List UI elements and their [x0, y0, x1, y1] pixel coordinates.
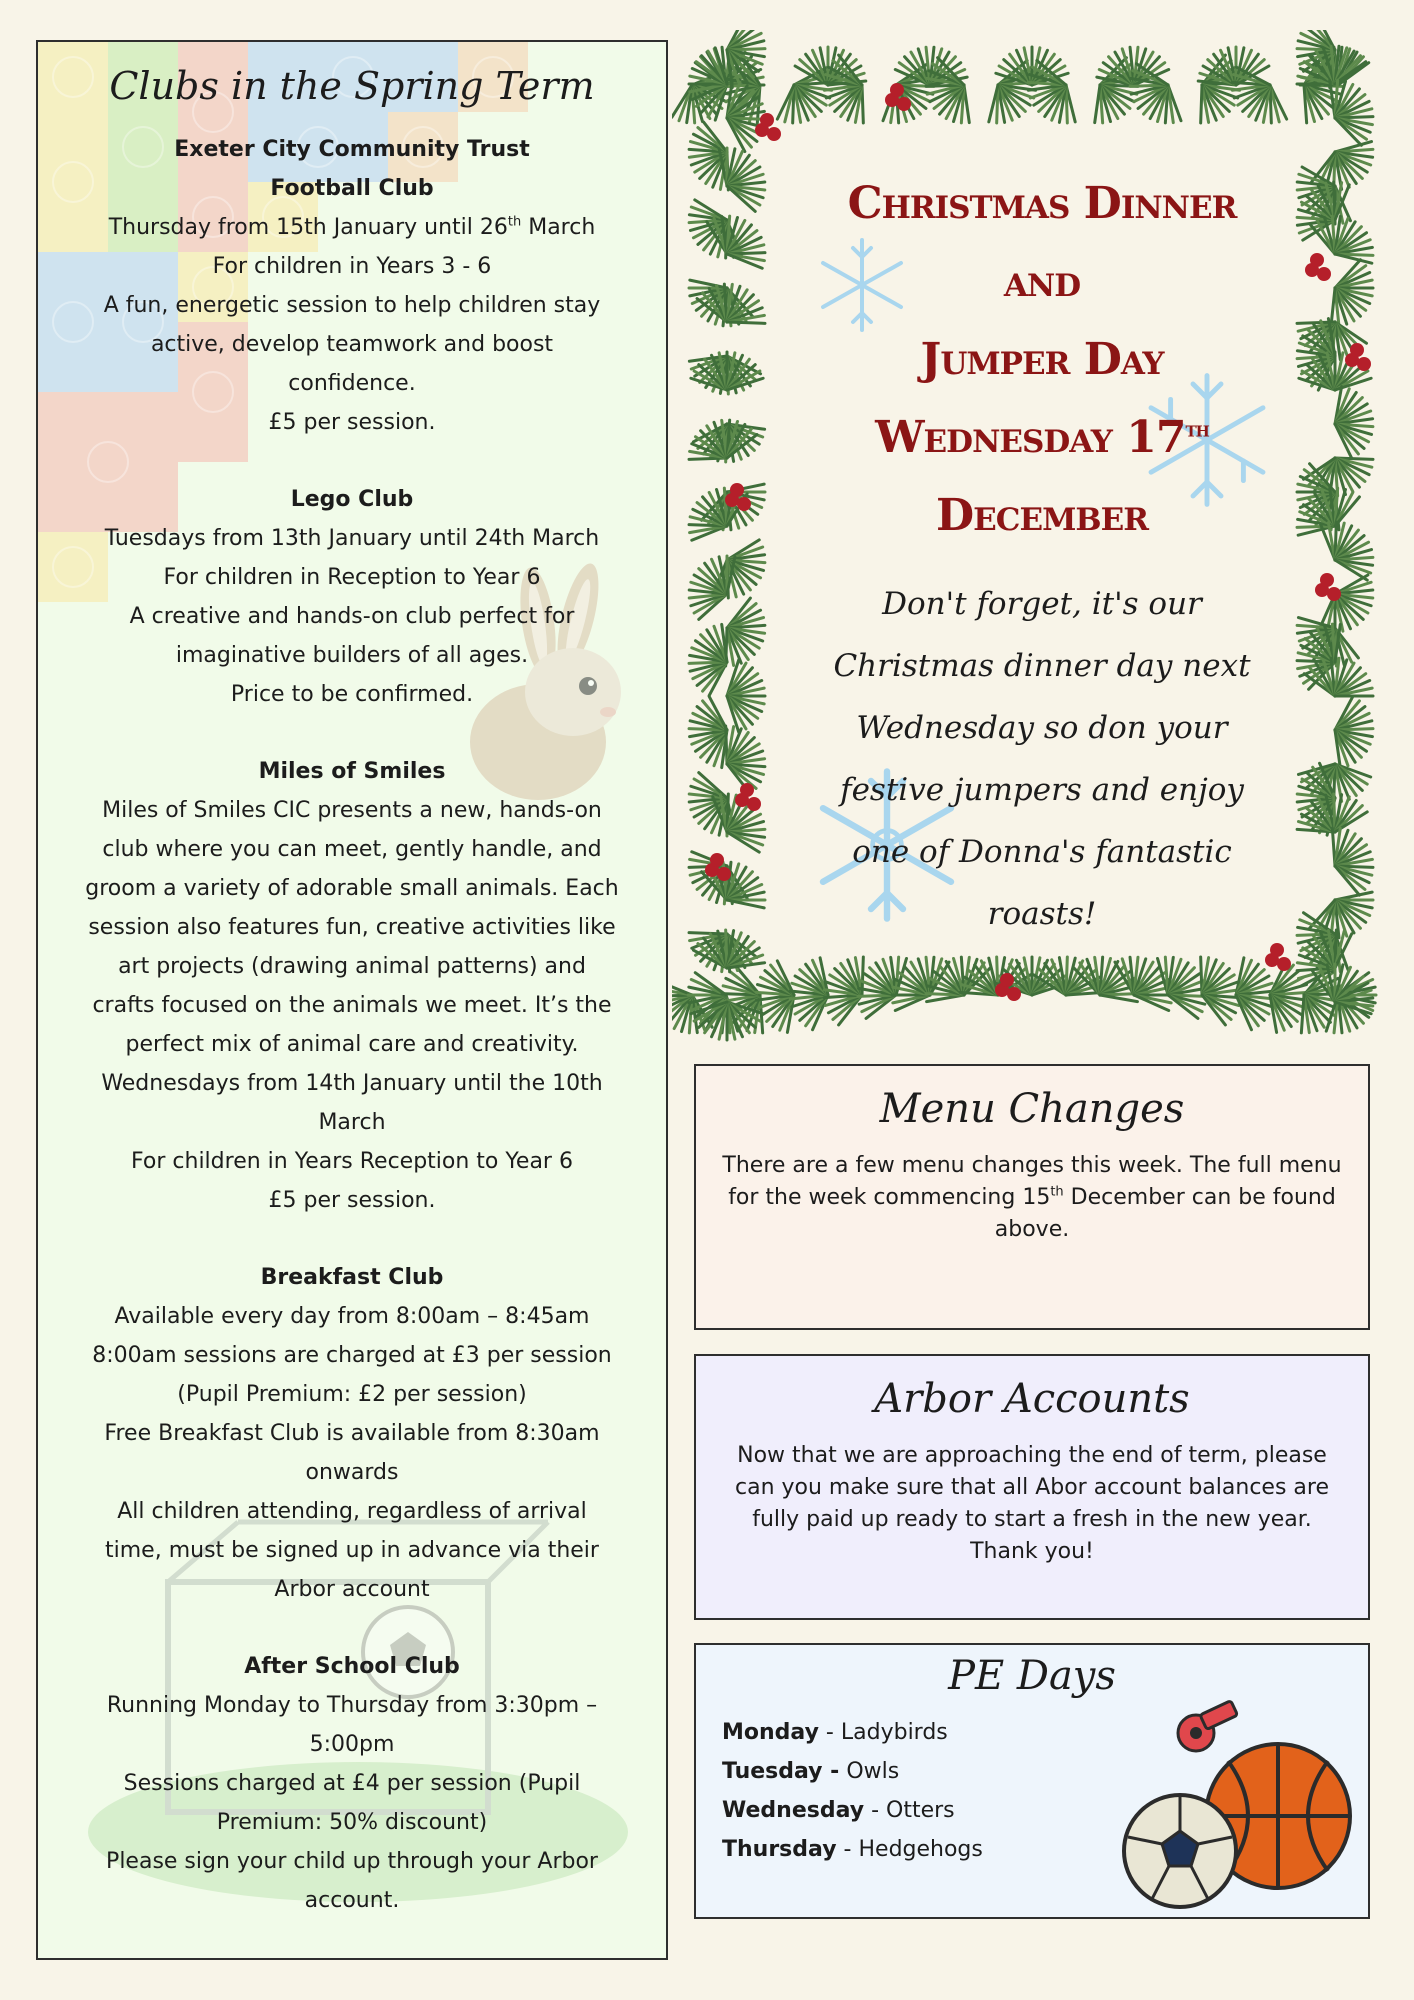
club-line: account. [304, 1888, 400, 1913]
club-line: crafts focused on the animals we meet. It’s the [92, 993, 612, 1018]
club-line: session also features fun, creative activities like [88, 915, 616, 940]
pe-sep: - [836, 1837, 859, 1862]
club-line: Price to be confirmed. [230, 682, 474, 707]
club-line: Thursday from 15th January until 26th March [108, 214, 596, 240]
club-line: For children in Reception to Year 6 [163, 565, 541, 590]
club-line: Sessions charged at £4 per session (Pupil [123, 1771, 581, 1796]
holly-berry [1000, 973, 1014, 987]
club-line: imaginative builders of all ages. [175, 643, 529, 668]
club-name: Football Club [270, 176, 434, 201]
club-line: March [318, 1110, 386, 1135]
club-name: Exeter City Community Trust [174, 137, 530, 162]
pe-group: Otters [886, 1798, 955, 1823]
club-line: All children attending, regardless of arrival [117, 1499, 587, 1524]
pe-group: Hedgehogs [858, 1837, 983, 1862]
christmas-content [812, 165, 1272, 945]
club-line: 8:00am sessions are charged at £3 per session [92, 1343, 612, 1368]
pine-sprig [676, 544, 745, 626]
pe-group: Ladybirds [840, 1720, 948, 1745]
club-line: 5:00pm [309, 1732, 395, 1757]
holly-berry [1317, 267, 1331, 281]
holly-berry [747, 797, 761, 811]
club-line: A fun, energetic session to help children stay [103, 293, 601, 318]
pe-day: Wednesday [722, 1798, 865, 1823]
christmas-date-suffix: th [1185, 416, 1209, 443]
christmas-heading [812, 165, 1272, 555]
club-line: perfect mix of animal care and creativity. [125, 1032, 579, 1057]
club-name: Breakfast Club [260, 1265, 444, 1290]
christmas-heading-line: Jumper Day [920, 334, 1164, 385]
clubs-title: Clubs in the Spring Term [109, 64, 595, 108]
holly-berry [737, 497, 751, 511]
club-miles-of-smiles [38, 752, 666, 1220]
christmas-date: Wednesday 17 [875, 412, 1186, 463]
pe-days-box [694, 1643, 1370, 1919]
club-line: Free Breakfast Club is available from 8:30am [104, 1421, 600, 1446]
club-line: Premium: 50% discount) [216, 1810, 488, 1835]
menu-changes-box [694, 1064, 1370, 1330]
club-line: For children in Years Reception to Year 6 [131, 1149, 573, 1174]
club-line: (Pupil Premium: £2 per session) [177, 1382, 527, 1407]
holly-berry [1310, 253, 1324, 267]
menu-text-part: There are a few menu changes this week. The full menu for the week commencing 15 [722, 1153, 1342, 1210]
christmas-heading-line [812, 399, 1272, 477]
holly-berry [1277, 957, 1291, 971]
club-line: Available every day from 8:00am – 8:45am [114, 1304, 590, 1329]
pe-day: Thursday [722, 1837, 837, 1862]
holly-berry [710, 853, 724, 867]
pe-day: Monday [722, 1720, 819, 1745]
arbor-accounts-box [694, 1354, 1370, 1620]
club-name: After School Club [244, 1654, 460, 1679]
football-icon [1124, 1795, 1236, 1907]
holly-berry [760, 113, 774, 127]
club-line: art projects (drawing animal patterns) and [118, 954, 586, 979]
arbor-accounts-title: Arbor Accounts [874, 1376, 1190, 1422]
club-line: groom a variety of adorable small animals. Each [85, 876, 619, 901]
club-line: £5 per session. [268, 1188, 436, 1213]
holly-berry [1007, 987, 1021, 1001]
club-line: Tuesdays from 13th January until 24th March [104, 526, 600, 551]
club-line: A creative and hands-on club perfect for [129, 604, 575, 629]
pine-sprig [680, 410, 761, 470]
holly-berry [890, 83, 904, 97]
whistle-icon [1178, 1701, 1238, 1751]
arbor-accounts-text: Now that we are approaching the end of term, please can you make sure that all Abor account balances are fully paid up ready to start a fresh in the new year. Thank you! [735, 1443, 1329, 1564]
menu-changes-title: Menu Changes [879, 1086, 1185, 1132]
christmas-message: Don't forget, it's our Christmas dinner day next Wednesday so don your festive jumpers and enjoy one of Donna's fantastic roasts! [833, 586, 1251, 932]
holly-berry [1320, 573, 1334, 587]
club-line: For children in Years 3 - 6 [212, 254, 492, 279]
holly-berry [767, 127, 781, 141]
menu-text-part: December can be found above. [994, 1185, 1336, 1242]
sports-equipment-illustration [1118, 1691, 1358, 1911]
pe-sep: - [864, 1798, 887, 1823]
pine-sprig [954, 949, 1033, 1003]
club-line: Please sign your child up through your Arbor [106, 1849, 598, 1874]
pine-sprig [1319, 69, 1385, 151]
club-line: active, develop teamwork and boost [150, 332, 554, 357]
clubs-panel [36, 40, 668, 1960]
holly-berry [1270, 943, 1284, 957]
pe-sep: - [818, 1720, 841, 1745]
club-name: Lego Club [290, 487, 414, 512]
christmas-heading-line: December [936, 490, 1148, 541]
pine-sprig [727, 660, 765, 732]
club-line: time, must be signed up in advance via their [105, 1538, 599, 1563]
club-line: Running Monday to Thursday from 3:30pm – [106, 1693, 598, 1718]
holly-berry [740, 783, 754, 797]
christmas-notice [672, 30, 1390, 1050]
pe-group: Owls [846, 1759, 900, 1784]
club-football [38, 169, 666, 442]
club-line: Wednesdays from 14th January until the 10th [101, 1071, 603, 1096]
club-line: Miles of Smiles CIC presents a new, hands-on [102, 798, 602, 823]
club-breakfast [38, 1258, 666, 1609]
holly-berry [717, 867, 731, 881]
club-line: club where you can meet, gently handle, and [102, 837, 602, 862]
holly-berry [897, 97, 911, 111]
club-exeter-trust [38, 130, 666, 169]
club-line: Arbor account [274, 1577, 430, 1602]
club-line: onwards [305, 1460, 399, 1485]
holly-berry [730, 483, 744, 497]
club-line: confidence. [288, 371, 416, 396]
club-name: Miles of Smiles [258, 759, 446, 784]
holly-berry [1350, 343, 1364, 357]
pine-sprig [1329, 694, 1379, 772]
club-after-school [38, 1647, 666, 1920]
club-line: £5 per session. [268, 410, 436, 435]
club-lego [38, 480, 666, 714]
menu-text-suffix: th [1050, 1184, 1064, 1200]
pe-days-title: PE Days [948, 1653, 1116, 1699]
christmas-heading-line: Christmas Dinner and [847, 178, 1237, 307]
menu-changes-text [696, 1150, 1368, 1246]
pine-sprig [1330, 383, 1378, 460]
holly-berry [1357, 357, 1371, 371]
pe-day: Tuesday - [722, 1759, 840, 1784]
holly-berry [1327, 587, 1341, 601]
